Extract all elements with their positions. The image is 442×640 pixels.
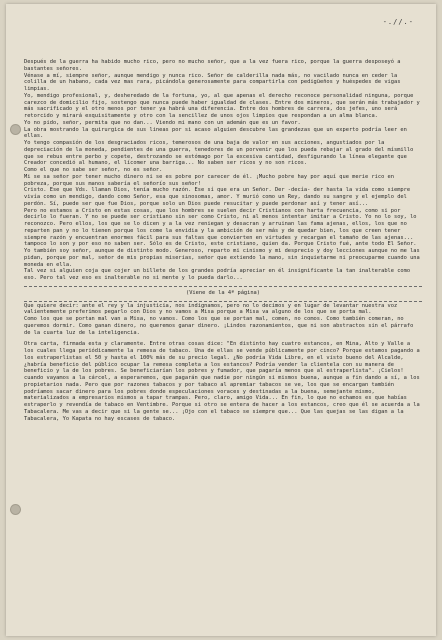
paragraph: Después de la guerra ha habido mucho rico, pero no mucho señor, que a la vez fuera rico, porque la guerra desposeyó a bastantes señores. — [24, 59, 404, 72]
paragraph: Que quiere decir: ante el rey y la injusticia, nos indignamos, pero no lo decimos y en lugar de levantar nuestra voz valientemente preferimos pegarlo con Dios y no vamos a Misa porque a Misa va alguno de los que se porta mal. — [24, 302, 401, 316]
paragraph: Como el que no sabe ser señor, no es señor. — [24, 167, 163, 173]
section-divider — [24, 301, 422, 302]
paragraph: Vénase a mí, siempre señor, aunque mendigo y nunca rico. Señor de calderilla nada más, no vacilado nunca en ceder la colilla de un habano, cada vez mas rara, picándola generosamente para compartirla con pedigüeños y huéspedes de vigas limpias. — [24, 72, 404, 92]
paragraph: Como los que se portan mal van a Misa, no vamos. Como los que se portan mal, comen, no comos. Como también comeran, no queremos dormir. Como ganan dinero, no queremos ganar dinero. ¡Lindos razonamientos, que ni son abstractos sin el párrafo de la cuarta luz de la inteligencia. — [24, 316, 417, 336]
paragraph: Pero no estamos a Cristo en estas cosas, que los hombres se suelen decir Cristianos con harta frecuencia, como si por decirlo lo fueran. Y no se puede ser cristiano sin ser como Cristo, ni al menos intentar imitar a Cristo. Yo no lo soy, lo reconozco. Pero ellos, los que se lo dicen y a la vez reniegan y desacran y arruinan las fama ajenas, ellos, los que no reparten pan y no lo tienen porque los come la envidia y la ambición de ser más y de quedar bien, los que creen tener siempre razón y encuentran enormes fácil para sus faltas que convierten en virtudes y recargan el tamaño de las ajenas... tampoco lo son y por eso no saben ser. Sólo es de Cristo, este cristiano, quien da. Porque Cristo fué, ante todo El Señor. — [24, 207, 420, 248]
paragraph: Cristo. Ese que Vds. llaman Dios, tenía mucho razón. Ese sí que era un Señor. Der -decía- der hasta la vida como siempre vivía como un mendigo, dando como Señor, esa que sinosomas, amor. Y murió como un Rey, dando su sangre y el ejemplo del perdón. Sí, puede ser que fue Dios, porque solo un Dios puede resucitar y puede perdonar así y tener así... — [24, 187, 414, 207]
paragraph: Otra carta, firmada esta y claramente. Entre otras cosas dice: "En distinto hay cuatro estancos, en Mina, Alto y Valle a los cuales llega periódicamente la remesa de tabaco. Una de ellas se vende públicamente por cinco? Porque estamos pagando a los estraperlistas el 50 y hasta el 100% más de su precio legal. ¿No podría Vida Libre, en el visto bueno del Alcalde, ¿habría beneficio del público ocupar la remesa completa a los estancos? Podría vender la clientela con su manera de beneficio y la de los pobres. Se beneficiarían los pobres y fumador, que pagaría menos que al estraperlista". ¡Cielos! cuando vayamos a la cárcel, a esperaremos, que pagarán que nadie por ningún si mismos buena, aunque a fin dando a sí, a los propietarios nada. Pero que por razones tabacos y por tabaco al apremiar tabacos se ve, los que se encargan también podríamos sacar dinero para los pobres donde especulaciones voraces y destinadas a la buena, semejante mismo, materializados a empresarios mismos a tapar trampas. Pero, claro, amigo Vida... En fin, lo que no echamos es que habías estraperlo y revendía de tabaco en Ventimbre. Porque si otro se entera de hacer a los estancos, creo que él se acuerda a la Tabacalera. Me vas a decir que si la gente se... ¡Ojo con el tabaco se siempre que... Que las quejas se las digan a la Tabacalera, Yo Kapata no hay escases de tabaco. — [24, 341, 423, 422]
paragraph: Yo no pido, señor, permita que no dan... Viendo mi mano con un ademán que es un favor. — [24, 119, 301, 126]
section-divider — [24, 286, 422, 287]
continuation-note: (Viene de la 4ª página) — [186, 289, 260, 296]
document-body — [24, 59, 422, 422]
paragraph: Mi se sa señor por tener mucho dinero ni se es pobre por carecer de él. ¡Mucho pobre hay por aquí que merie rico en pobreza, porque sus manos sabería el señorío sus señor! — [24, 173, 398, 187]
paragraph: Yo también soy señor, aunque de distinto modo. Generoso, reparto mi cinismo y mi desprecio y doy lecciones aunque no me las pidan, porque por mal, señor de mis propias miserias, señor que extiendo la mano, sin inquietarme ni preocuparme cuando una moneda en ella. — [24, 248, 423, 268]
paragraph: Tal vez si alguien coja que cojer un billete de los grandes podría apreciar en él insignificante la tan inalterable como eso. Pero tal vez eso es inalterable no si mente y lo pueda darlo... — [24, 268, 414, 281]
punch-hole-top — [10, 124, 21, 135]
document-page — [6, 4, 436, 636]
punch-hole-bottom — [10, 504, 21, 515]
paragraph: Yo tengo compasión de los desgraciados ricos, temerosos de una baja de valor en sus acciones, angustiados por la depreciación de la moneda, pendientes de una guerra, tenedores de un porvenir que los pueda rebajar al grado del mísmillo que se rebus entre perbo y copete, destrozando se estómago por la excesiva cantidad, desfigurando la línea elegante que Creador concedió al humano, el lícomer una barriga... No saben ser ricos y no son ricos. — [24, 140, 417, 167]
page-marker: -.//.- — [382, 18, 414, 26]
paragraph: La obra mostrando la quirurgica de sus lineas por si acaso alguien descubre las grandezas que un experto podría leer en ellas. — [24, 126, 411, 140]
paragraph: Yo, mendigo profesional, y, desheredado de la fortuna, yo, al que apenas el derecho reconoce personalidad ninguna, porque carezco de domicilio fijo, sostengo que nunca puede haber igualdad de clases. Entre dos mineros, que serán más trabajador y más sacrificado y el otro menos por tener ya habrá una diferencia. Entre dos hombres de carrera, dos jefes, uno será retorcido y mirará exquisitamente y otro con la sencillez de unos ojos limpios que respondan a un alma blanca. — [24, 92, 423, 119]
